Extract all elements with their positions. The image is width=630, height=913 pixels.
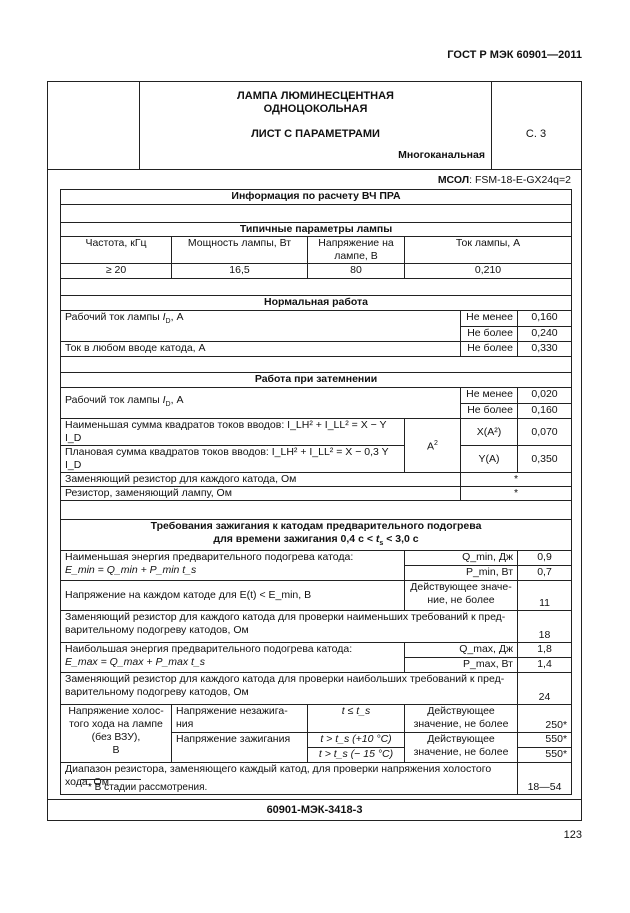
typical-value-current: 0,210: [405, 264, 572, 279]
ignition-cathode-voltage-qual: Действующее значе- ние, не более: [405, 581, 518, 611]
document-id: 60901-МЭК-3418-3: [266, 804, 363, 816]
section-ignition: [61, 520, 572, 551]
ignition-cathode-voltage-label: Напряжение на каждом катоде для E(t) < E_min, В: [61, 581, 405, 611]
dimming-max-value: 0,160: [518, 404, 572, 419]
non-ignition-label: Напряжение незажига- ния: [172, 705, 308, 733]
ignition-cold-value: 550*: [518, 748, 572, 763]
lamp-variant: Многоканальная: [398, 149, 485, 161]
dimming-sum-unit: $А^2$: [405, 419, 461, 473]
dimming-cathode-resistor-label: Заменяющий резистор для каждого катода, Ом: [61, 473, 461, 487]
ignition-cathode-voltage-value: 11: [518, 581, 572, 611]
ignition-emax-label: Наибольшая энергия предварительного подогрева катода: E_max = Q_max + P_max t_s: [61, 643, 405, 673]
sheet-title-line2: ОДНОЦОКОЛЬНАЯ: [263, 103, 368, 115]
typical-header-current: Ток лампы, А: [405, 237, 572, 264]
parameters-table: [60, 189, 572, 795]
sheet-subtitle: ЛИСТ С ПАРАМЕТРАМИ: [251, 128, 380, 140]
dimming-planned-sum-label: Плановая сумма квадратов токов вводов: I_LH² + I_LL² = X − 0,3 Y I_D: [61, 446, 405, 473]
ocv-range-label: Диапазон резистора, заменяющего каждый катод, для проверки напряжения холостого хода, Ом: [61, 763, 518, 795]
section-dimming: Работа при затемнении: [61, 373, 572, 388]
ignition-pmin-label: P_min, Вт: [405, 566, 518, 581]
spacer: [61, 357, 572, 373]
dimming-max-label: Не более: [461, 404, 518, 419]
dimming-y-label: Y(А): [461, 446, 518, 473]
section-typical: Типичные параметры лампы: [61, 223, 572, 237]
ignition-res-min-value: 18: [518, 611, 572, 643]
spacer: [61, 501, 572, 520]
ignition-voltage-label: Напряжение зажигания: [172, 733, 308, 763]
section-ignition-line1: Требования зажигания к катодам предварительного подогрева: [150, 520, 482, 532]
typical-header-frequency: Частота, кГц: [61, 237, 172, 264]
ignition-emin-label: Наименьшая энергия предварительного подогрева катода: E_min = Q_min + P_min t_s: [61, 551, 405, 581]
normal-operating-current-label: Рабочий ток лампы $I_D$, А: [61, 311, 461, 342]
dimming-x-value: 0,070: [518, 419, 572, 446]
ignition-pmax-value: 1,4: [518, 658, 572, 673]
ignition-pmax-label: P_max, Вт: [405, 658, 518, 673]
normal-max-label: Не более: [461, 327, 518, 342]
spacer: [61, 279, 572, 296]
ignition-qmin-value: 0,9: [518, 551, 572, 566]
header-left-cell: [48, 82, 140, 169]
section-normal: Нормальная работа: [61, 296, 572, 311]
section-info: Информация по расчету ВЧ ПРА: [61, 190, 572, 205]
cond-non-ignition: t ≤ t_s: [308, 705, 405, 733]
section-ignition-line2: для времени зажигания 0,4 $с < t_s < 3,0$ с: [213, 533, 419, 548]
msol-value: : FSM-18-E-GX24q=2: [469, 174, 571, 186]
page-number: 123: [563, 829, 582, 841]
footnote: * В стадии рассмотрения.: [88, 782, 208, 793]
msol-label: МСОЛ: [437, 174, 470, 186]
typical-value-frequency: ≥ 20: [61, 264, 172, 279]
dimming-lamp-resistor-label: Резистор, заменяющий лампу, Ом: [61, 487, 461, 501]
ignition-qmax-label: Q_max, Дж: [405, 643, 518, 658]
normal-cathode-current-label: Ток в любом вводе катода, А: [61, 342, 461, 357]
cond-ignition-warm: t > t_s (+10 °С): [308, 733, 405, 748]
sheet-page-ref: С. 3: [525, 128, 547, 140]
normal-min-value: 0,160: [518, 311, 572, 327]
dimming-min-value: 0,020: [518, 388, 572, 404]
normal-max-value: 0,240: [518, 327, 572, 342]
ignition-pmin-value: 0,7: [518, 566, 572, 581]
normal-cathode-qual: Не более: [461, 342, 518, 357]
msol-designation: [438, 174, 571, 186]
ignition-qual: Действующее значение, не более: [405, 733, 518, 763]
ocv-label: Напряжение холос- того хода на лампе (без ВЗУ), В: [61, 705, 172, 763]
spacer: [61, 205, 572, 223]
non-ignition-value: 250*: [518, 705, 572, 733]
non-ignition-qual: Действующее значение, не более: [405, 705, 518, 733]
normal-cathode-value: 0,330: [518, 342, 572, 357]
typical-header-power: Мощность лампы, Вт: [172, 237, 308, 264]
dimming-x-label: X(А²): [461, 419, 518, 446]
dimming-cathode-resistor-value: *: [461, 473, 572, 487]
dimming-min-label: Не менее: [461, 388, 518, 404]
typical-value-voltage: 80: [308, 264, 405, 279]
dimming-lamp-resistor-value: *: [461, 487, 572, 501]
ignition-qmax-value: 1,8: [518, 643, 572, 658]
dimming-y-value: 0,350: [518, 446, 572, 473]
footnote-rule: [81, 779, 141, 780]
bottom-rule: [48, 799, 581, 800]
typical-header-voltage: Напряжение на лампе, В: [308, 237, 405, 264]
ocv-range-value: 18—54: [518, 763, 572, 795]
cond-ignition-cold: t > t_s (− 15 °С): [308, 748, 405, 763]
page-header-standard: ГОСТ Р МЭК 60901—2011: [447, 49, 582, 61]
ignition-warm-value: 550*: [518, 733, 572, 748]
sheet-title-line1: ЛАМПА ЛЮМИНЕСЦЕНТНАЯ: [237, 90, 394, 102]
normal-min-label: Не менее: [461, 311, 518, 327]
parameter-sheet-frame: [47, 81, 582, 821]
ignition-res-max-label: Заменяющий резистор для каждого катода для проверки наибольших требований к пред- варительному подогреву катодов, Ом: [61, 673, 518, 705]
dimming-operating-current-label: Рабочий ток лампы $I_D$, А: [61, 388, 461, 419]
typical-value-power: 16,5: [172, 264, 308, 279]
sheet-header: [48, 82, 581, 170]
ignition-res-max-value: 24: [518, 673, 572, 705]
ignition-res-min-label: Заменяющий резистор для каждого катода для проверки наименьших требований к пред- варительному подогреву катодов, Ом: [61, 611, 518, 643]
header-right-cell: [491, 82, 582, 169]
dimming-min-sum-label: Наименьшая сумма квадратов токов вводов: I_LH² + I_LL² = X − Y I_D: [61, 419, 405, 446]
ignition-qmin-label: Q_min, Дж: [405, 551, 518, 566]
